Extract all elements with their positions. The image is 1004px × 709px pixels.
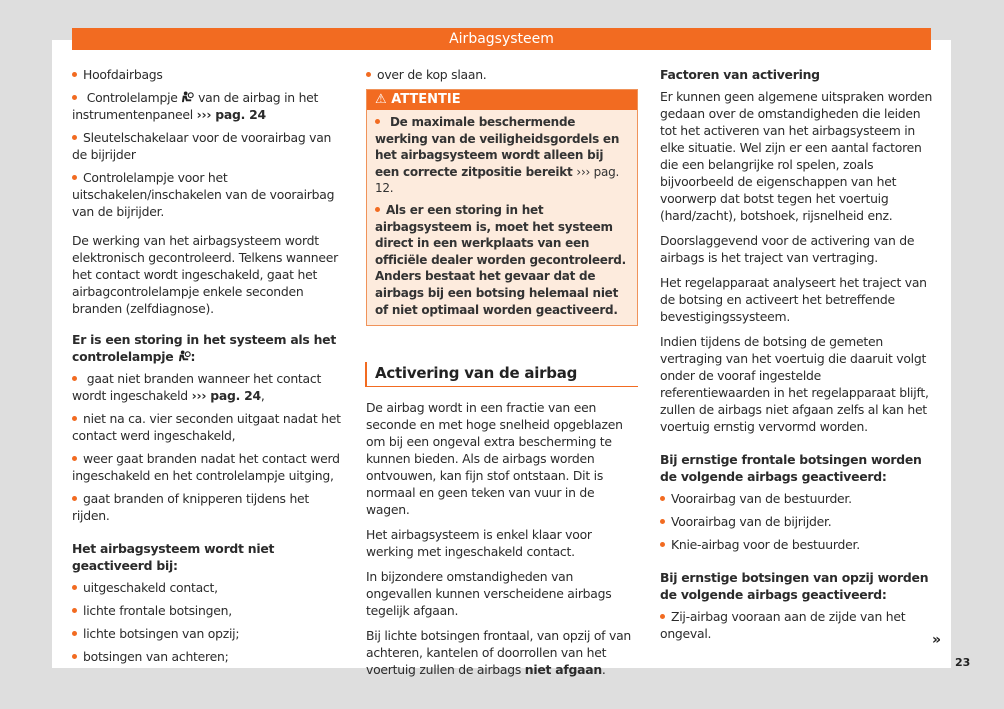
list-item: Voorairbag van de bijrijder. xyxy=(660,513,934,530)
list-item: uitgeschakeld contact, xyxy=(72,579,348,596)
side-heading: Bij ernstige botsingen van opzij worden de volgende airbags geactiveerd: xyxy=(660,570,929,602)
not-activated-heading: Het airbagsysteem wordt niet geactiveerd bij: xyxy=(72,541,275,573)
list-item: lichte botsingen van opzij; xyxy=(72,625,348,642)
column-2 xyxy=(366,66,638,686)
list-item: weer gaat branden nadat het contact werd ingeschakeld en het controlelampje uitging, xyxy=(72,450,348,484)
warning-box xyxy=(366,89,638,326)
column-3 xyxy=(660,66,934,648)
warning-item: De maximale beschermende werking van de veiligheidsgordels en het airbagsysteem wordt alleen bij een correcte zitpositie bereikt ››› pag. 12. xyxy=(375,114,631,197)
section-title: Activering van de airbag xyxy=(365,362,638,387)
airbag-warning-icon xyxy=(181,91,194,104)
list-item: gaat niet branden wanneer het contact wordt ingeschakeld ››› pag. 24, xyxy=(72,370,348,404)
list-item: Controlelampje voor het uitschakelen/inschakelen van de voorairbag van de bijrijder. xyxy=(72,169,348,220)
list-item: Voorairbag van de bestuurder. xyxy=(660,490,934,507)
page-header-title: Airbagsysteem xyxy=(72,28,931,50)
page-reference-link[interactable]: ››› pag. 24 xyxy=(191,388,261,403)
list-item: Knie-airbag voor de bestuurder. xyxy=(660,536,934,553)
warning-body xyxy=(367,110,637,325)
list-item: lichte frontale botsingen, xyxy=(72,602,348,619)
paragraph: Het airbagsysteem is enkel klaar voor werking met ingeschakeld contact. xyxy=(366,527,592,560)
list-item: gaat branden of knipperen tijdens het rijden. xyxy=(72,490,348,524)
list-item: botsingen van achteren; xyxy=(72,648,348,665)
list-item: Controlelampje van de airbag in het instrumentenpaneel ››› pag. 24 xyxy=(72,89,348,123)
paragraph: Bij lichte botsingen frontaal, van opzij of van achteren, kantelen of doorrollen van het voertuig zullen de airbags niet afgaan. xyxy=(366,628,632,678)
list-item: over de kop slaan. xyxy=(366,66,638,83)
list-item: niet na ca. vier seconden uitgaat nadat het contact werd ingeschakeld, xyxy=(72,410,348,444)
paragraph: De werking van het airbagsysteem wordt elektronisch gecontroleerd. Telkens wanneer het contact wordt ingeschakeld, gaat het airbagcontrolelampje enkele seconden branden (zelfdiagnose). xyxy=(72,233,338,316)
paragraph: De airbag wordt in een fractie van een seconde en met hoge snelheid opgeblazen om bij een ongeval extra bescherming te kunnen bieden. Als de airbags worden ontvouwen, kan fijn stof ontstaan. Dit is normaal en geen teken van vuur in de wagen. xyxy=(366,400,623,518)
warning-triangle-icon: ⚠ xyxy=(375,92,387,107)
paragraph: Het regelapparaat analyseert het traject van de botsing en activeert het betreffende bevestigingssysteem. xyxy=(660,275,927,324)
page-number: 23 xyxy=(955,656,971,669)
page-reference-link[interactable]: ››› pag. 12. xyxy=(375,164,620,196)
list-item: Sleutelschakelaar voor de voorairbag van de bijrijder xyxy=(72,129,348,163)
continue-marker-icon: » xyxy=(932,632,942,648)
frontal-heading: Bij ernstige frontale botsingen worden de volgende airbags geactiveerd: xyxy=(660,452,922,484)
warning-header: ⚠ ATTENTIE xyxy=(367,90,637,110)
warning-item: Als er een storing in het airbagsysteem is, moet het systeem direct in een werkplaats van een officiële dealer worden gecontroleerd. Anders bestaat het gevaar dat de airbags bij een botsing helemaal niet of niet optimaal worden geactiveerd. xyxy=(375,202,631,318)
paragraph: Indien tijdens de botsing de gemeten vertraging van het voertuig die daaruit volgt onder de vooraf ingestelde referentiewaarden in het regelapparaat blijft, zullen de airbags niet afgaan zelfs al kan het voertuig ernstig vervormd worden. xyxy=(660,334,929,434)
column-1 xyxy=(72,66,348,671)
list-item: Zij-airbag vooraan aan de zijde van het ongeval. xyxy=(660,608,934,642)
airbag-warning-icon xyxy=(178,350,191,363)
page-reference-link[interactable]: ››› pag. 24 xyxy=(196,107,266,122)
factors-heading: Factoren van activering xyxy=(660,67,820,82)
paragraph: Er kunnen geen algemene uitspraken worden gedaan over de omstandigheden die leiden tot het activeren van het airbagsysteem in elke situatie. Wel zijn er een aantal factoren die een belangrijke rol spelen, zoals bijvoorbeeld de eigenschappen van het voorwerp dat botst tegen het voertuig (hard/zacht), botshoek, rijsnelheid enz. xyxy=(660,89,933,223)
paragraph: Doorslaggevend voor de activering van de airbags is het traject van vertraging. xyxy=(660,233,915,265)
fault-heading: Er is een storing in het systeem als het controlelampje : xyxy=(72,332,337,364)
list-item: Hoofdairbags xyxy=(72,66,348,83)
paragraph: In bijzondere omstandigheden van ongevallen kunnen verscheidene airbags tegelijk afgaan. xyxy=(366,569,612,619)
